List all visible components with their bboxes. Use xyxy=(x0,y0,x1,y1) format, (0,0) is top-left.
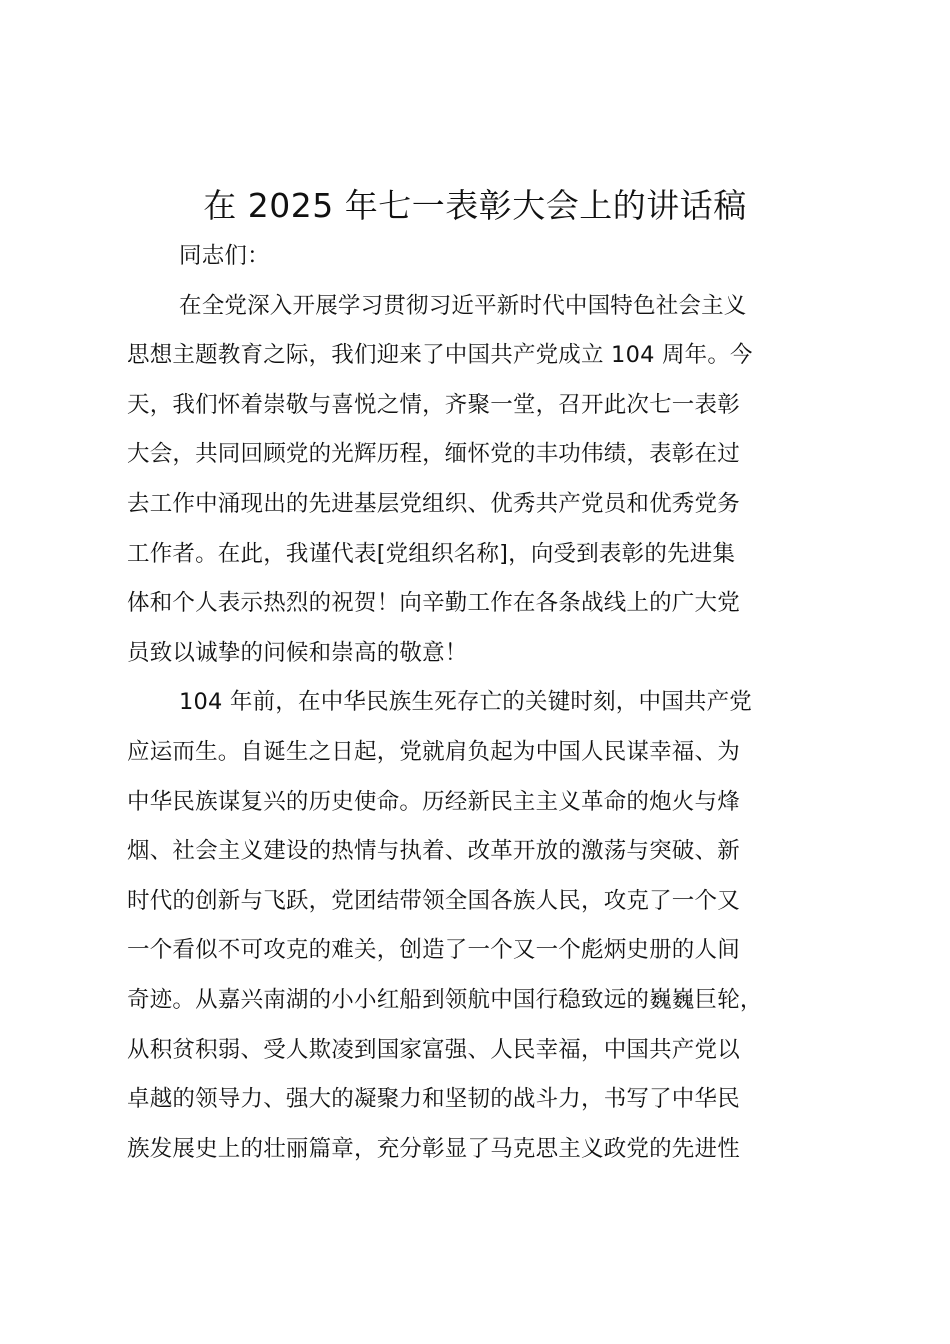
paragraph-line: 卓越的领导力、强大的凝聚力和坚韧的战斗力，书写了中华民 xyxy=(127,1086,740,1113)
paragraph-line: 应运而生。自诞生之日起，党就肩负起为中国人民谋幸福、为 xyxy=(127,738,740,765)
paragraph-line: 去工作中涌现出的先进基层党组织、优秀共产党员和优秀党务 xyxy=(127,490,740,517)
document-body xyxy=(127,232,837,1174)
paragraph-line: 一个看似不可攻克的难关，创造了一个又一个彪炳史册的人间 xyxy=(127,937,740,964)
paragraph-line: 工作者。在此，我谨代表[党组织名称]，向受到表彰的先进集 xyxy=(127,540,736,567)
salutation-line: 同志们： xyxy=(179,243,270,269)
paragraph-line: 104 年前，在中华民族生死存亡的关键时刻，中国共产党 xyxy=(179,689,752,716)
paragraph-line: 中华民族谋复兴的历史使命。历经新民主主义革命的炮火与烽 xyxy=(127,788,740,815)
paragraph-line: 时代的创新与飞跃，党团结带领全国各族人民，攻克了一个又 xyxy=(127,887,740,914)
paragraph-line: 烟、社会主义建设的热情与执着、改革开放的激荡与突破、新 xyxy=(127,838,740,865)
paragraph-line: 体和个人表示热烈的祝贺！向辛勤工作在各条战线上的广大党 xyxy=(127,590,740,617)
document-title: 在 2025 年七一表彰大会上的讲话稿 xyxy=(203,186,747,225)
paragraph-line: 奇迹。从嘉兴南湖的小小红船到领航中国行稳致远的巍巍巨轮， xyxy=(127,986,763,1013)
paragraph-line: 族发展史上的壮丽篇章，充分彰显了马克思主义政党的先进性 xyxy=(127,1135,740,1162)
paragraph-line: 在全党深入开展学习贯彻习近平新时代中国特色社会主义 xyxy=(179,292,747,319)
paragraph-line: 从积贫积弱、受人欺凌到国家富强、人民幸福，中国共产党以 xyxy=(127,1036,740,1063)
paragraph-line: 员致以诚挚的问候和崇高的敬意！ xyxy=(127,639,468,666)
paragraph-line: 天，我们怀着崇敬与喜悦之情，齐聚一堂，召开此次七一表彰 xyxy=(127,391,740,418)
paragraph-line: 大会，共同回顾党的光辉历程，缅怀党的丰功伟绩，表彰在过 xyxy=(127,441,740,468)
paragraph-line: 思想主题教育之际，我们迎来了中国共产党成立 104 周年。今 xyxy=(127,342,753,369)
